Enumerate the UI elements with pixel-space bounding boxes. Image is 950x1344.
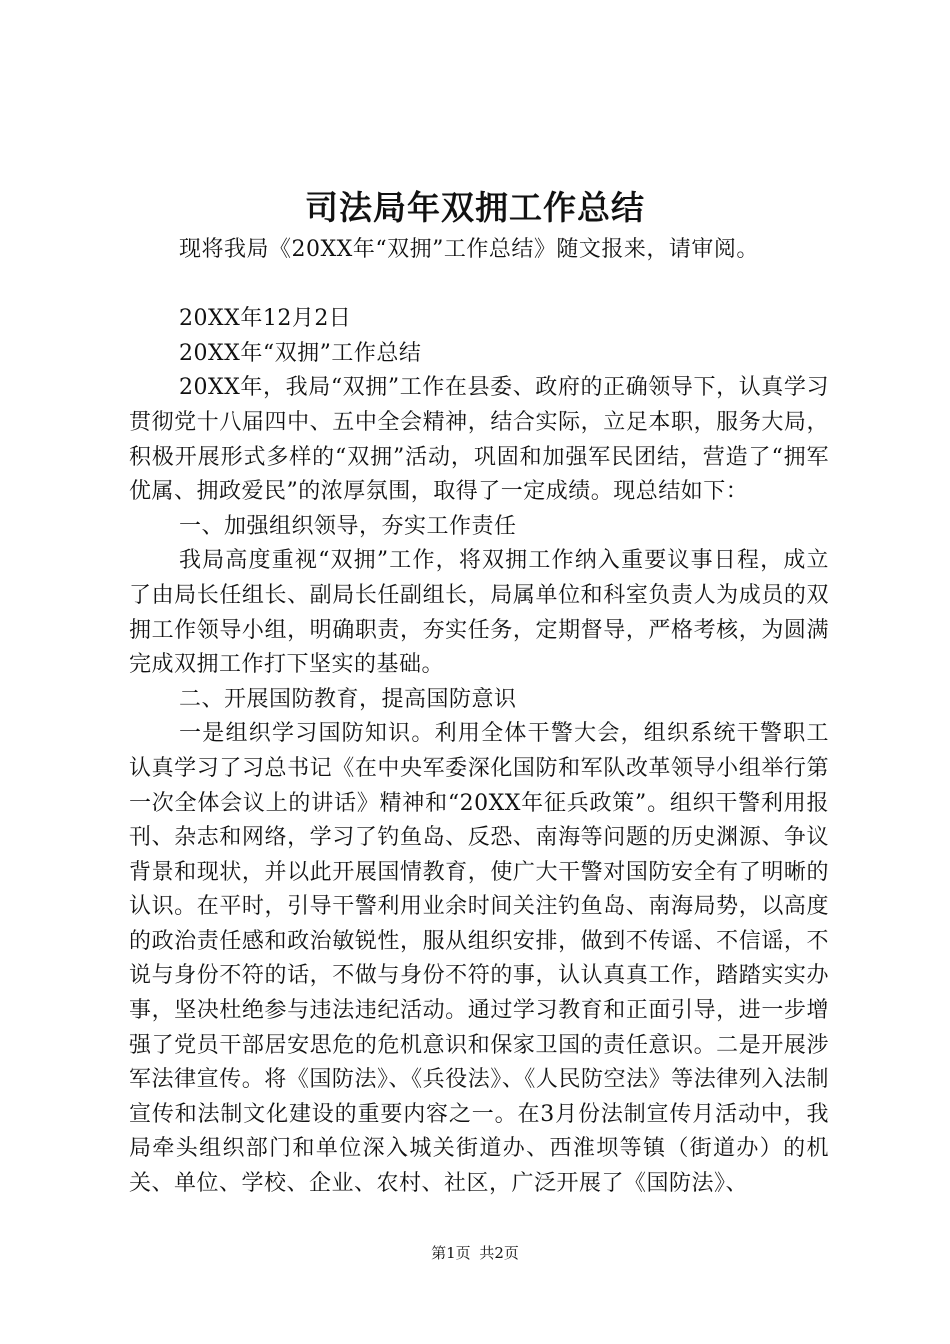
blank-line bbox=[129, 268, 829, 303]
body-paragraph-1: 20XX年，我局“双拥”工作在县委、政府的正确领导下，认真学习贯彻党十八届四中、五中全会精神，结合实际，立足本职，服务大局，积极开展形式多样的“双拥”活动，巩固和加强军民团结，营造了“拥军优属、拥政爱民”的浓厚氛围，取得了一定成绩。现总结如下： bbox=[129, 375, 829, 505]
date-line: 20XX年12月2日 bbox=[179, 306, 352, 332]
body-paragraph-2: 我局高度重视“双拥”工作，将双拥工作纳入重要议事日程，成立了由局长任组长、副局长任副组长，局属单位和科室负责人为成员的双拥工作领导小组，明确职责，夯实任务，定期督导，严格考核，为圆满完成双拥工作打下坚实的基础。 bbox=[129, 548, 829, 678]
body-paragraph-3: 一是组织学习国防知识。利用全体干警大会，组织系统干警职工认真学习了习总书记《在中央军委深化国防和军队改革领导小组举行第一次全体会议上的讲话》精神和“20XX年征兵政策”。组织干警利用报刊、杂志和网络，学习了钓鱼岛、反恐、南海等问题的历史渊源、争议背景和现状，并以此开展国情教育，使广大干警对国防安全有了明晰的认识。在平时，引导干警利用业余时间关注钓鱼岛、南海局势，以高度的政治责任感和政治敏锐性，服从组织安排，做到不传谣、不信谣，不说与身份不符的话，不做与身份不符的事，认认真真工作，踏踏实实办事，坚决杜绝参与违法违纪活动。通过学习教育和正面引导，进一步增强了党员干部居安思危的危机意识和保家卫国的责任意识。二是开展涉军法律宣传。将《国防法》、《兵役法》、《人民防空法》等法律列入法制宣传和法制文化建设的重要内容之一。在3月份法制宣传月活动中，我局牵头组织部门和单位深入城关街道办、西淮坝等镇（街道办）的机关、单位、学校、企业、农村、社区，广泛开展了《国防法》、 bbox=[129, 721, 829, 1197]
page-number: 第1页 bbox=[431, 1244, 471, 1262]
page-total: 共2页 bbox=[479, 1244, 519, 1262]
intro-paragraph: 现将我局《20XX年“双拥”工作总结》随文报来，请审阅。 bbox=[179, 237, 759, 262]
section-heading-1: 一、加强组织领导，夯实工作责任 bbox=[179, 513, 517, 539]
document-body bbox=[129, 233, 829, 1202]
section-heading-2: 二、开展国防教育，提高国防意识 bbox=[179, 686, 517, 712]
subtitle-line: 20XX年“双拥”工作总结 bbox=[179, 340, 422, 366]
page-footer bbox=[0, 1243, 950, 1263]
document-title: 司法局年双拥工作总结 bbox=[305, 188, 645, 227]
